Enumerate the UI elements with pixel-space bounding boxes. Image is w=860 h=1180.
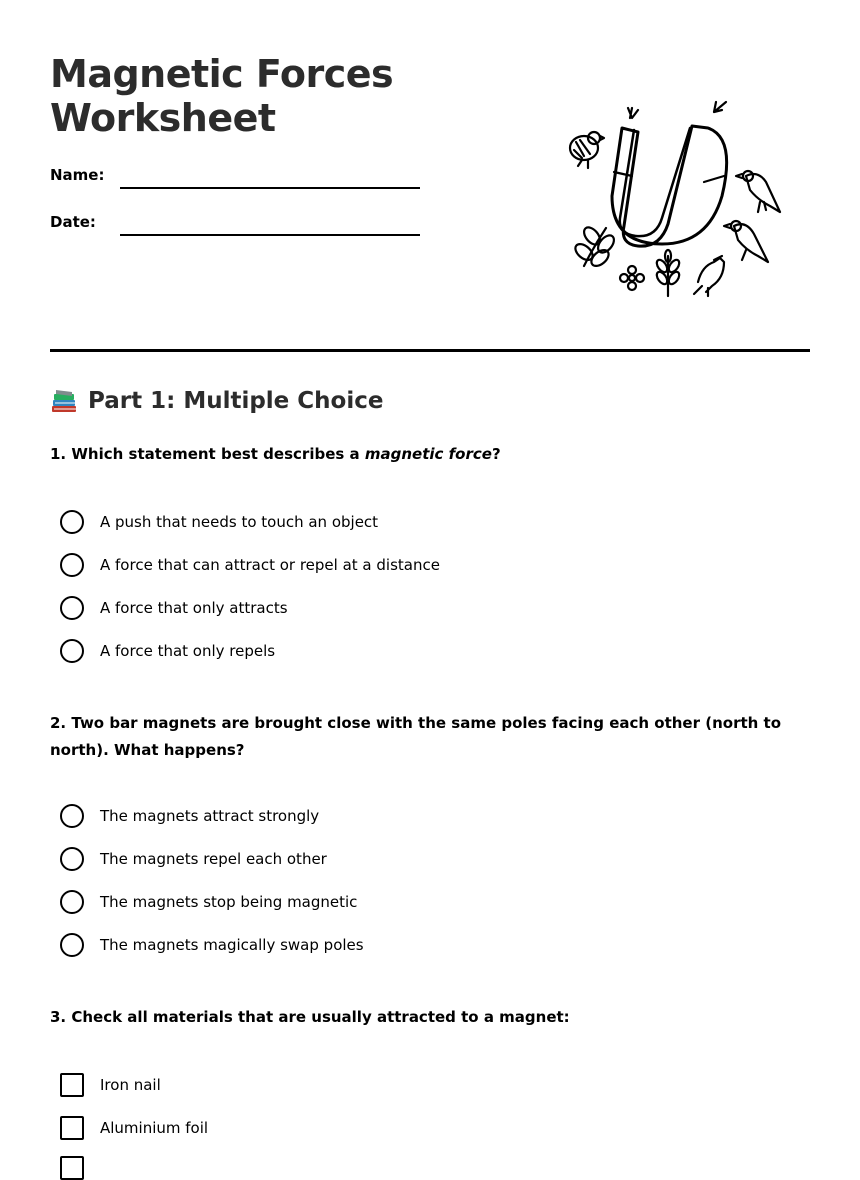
radio-button[interactable] [60,933,84,957]
question-1 [50,441,810,468]
option-label: A force that can attract or repel at a distance [100,556,440,574]
option-label: The magnets repel each other [100,850,327,868]
question-1-prefix: 1. Which statement best describes a [50,445,365,463]
q1-option-4[interactable] [60,639,275,663]
checkbox[interactable] [60,1073,84,1097]
worksheet-title [50,52,393,140]
radio-button[interactable] [60,847,84,871]
date-label: Date: [50,213,96,231]
option-label: The magnets attract strongly [100,807,320,825]
checkbox[interactable] [60,1156,84,1180]
title-line-2: Worksheet [50,96,276,140]
radio-button[interactable] [60,510,84,534]
option-label: A push that needs to touch an object [100,513,379,531]
books-icon [50,388,78,414]
name-label: Name: [50,166,105,184]
option-label: The magnets magically swap poles [100,936,364,954]
radio-button[interactable] [60,890,84,914]
checkbox[interactable] [60,1116,84,1140]
question-1-suffix: ? [491,445,501,463]
radio-button[interactable] [60,639,84,663]
radio-button[interactable] [60,596,84,620]
option-label: Aluminium foil [100,1119,209,1137]
part1-heading [50,388,383,414]
option-label: A force that only attracts [100,599,288,617]
part1-title: Part 1: Multiple Choice [88,388,384,414]
q1-option-3[interactable] [60,596,288,620]
horseshoe-magnet-with-birds-icon [562,96,788,306]
q3-option-3[interactable] [60,1156,100,1180]
q2-option-2[interactable] [60,847,327,871]
q1-option-2[interactable] [60,553,440,577]
question-3: 3. Check all materials that are usually attracted to a magnet: [50,1008,570,1026]
q3-option-1[interactable] [60,1073,161,1097]
question-2: 2. Two bar magnets are brought close with the same poles facing each other (north to north). What happens? [50,714,782,759]
q3-option-2[interactable] [60,1116,208,1140]
option-label: The magnets stop being magnetic [100,893,358,911]
q1-option-1[interactable] [60,510,378,534]
q2-option-4[interactable] [60,933,364,957]
q2-option-1[interactable] [60,804,319,828]
date-field[interactable] [120,234,420,236]
header-divider [50,349,810,352]
question-1-emphasis: magnetic force [364,445,492,463]
title-line-1: Magnetic Forces [50,52,394,96]
option-label: Iron nail [100,1076,161,1094]
option-label: A force that only repels [100,642,276,660]
radio-button[interactable] [60,804,84,828]
name-field[interactable] [120,187,420,189]
q2-option-3[interactable] [60,890,357,914]
radio-button[interactable] [60,553,84,577]
